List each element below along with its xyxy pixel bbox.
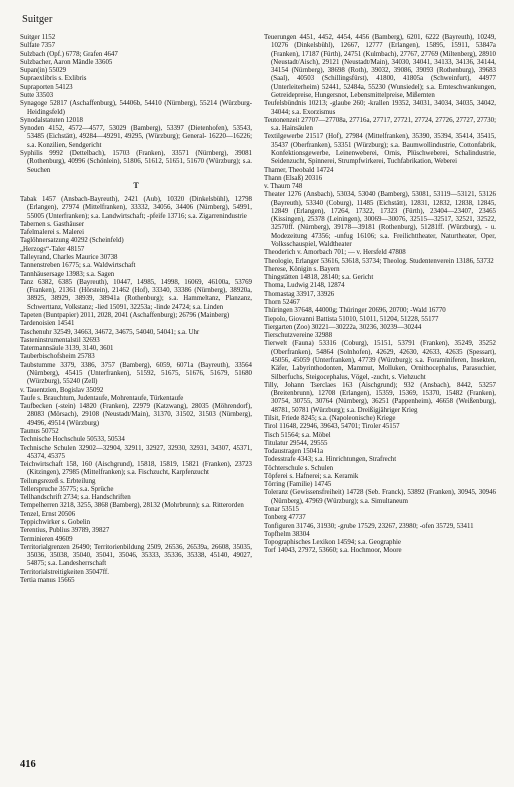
index-entry: Suitger 1152 (20, 34, 56, 41)
index-entry: Taufe s. Brauchtum, Judentaufe, Mohrentaufe, Türkentaufe (20, 394, 184, 402)
index-entry: Thorn 52467 (264, 299, 300, 306)
left-entries-t (20, 196, 252, 585)
index-entry: Todesstrafe 4343; s.a. Hinrichtungen, Strafrecht (264, 456, 397, 464)
page-number: 416 (20, 759, 36, 770)
index-entry: Technische Schulen 32902—32904, 32911, 32927, 32930, 32931, 34307, 45371, 45374, 45375 (20, 444, 252, 460)
index-entry: Sulzbach (Opf.) 6778; Grafen 4647 (20, 50, 118, 58)
index-entry: Synoden 4152, 4572—4577, 53029 (Bamberg), 53397 (Dietenhofen), 53543, 53485 (Eichstätt), 49284—49291, 49295, (Würzburg); General- 16220—16226; s.a. Konzilien, Sendgericht (20, 125, 252, 149)
index-entry: v. Thaurn 748 (264, 183, 303, 191)
index-entry: Theologie, Erlanger 53616, 53618, 53734; Theolog. Studentenverein 13186, 53732 (264, 257, 494, 265)
index-entry: Territorialstreitigkeiten 35047ff. (20, 568, 109, 576)
index-entry: Thamer, Theobald 14724 (264, 166, 334, 174)
index-entry: Synagoge 52817 (Aschaffenburg), 54406b, 54410 (Nürnberg), 55214 (Würzburg-Heidingsfeld) (20, 100, 252, 116)
index-entry: Taunus 50752 (20, 427, 59, 435)
index-entry: Taufbecken (-stein) 14820 (Franken), 22979 (Katzwang), 28035 (Möhrendorf), 28083 (Mörsach), 29108 (Neustadt/Main), 31370, 31502, 31503 (Nürnberg), 49496, 49514 (Würzburg) (20, 403, 252, 427)
index-entry: Toleranz (Gewissensfreiheit) 14728 (Seb. Franck), 53892 (Franken), 30945, 30946 (Nürnberg), 47969 (Würzburg); s.a. Simultaneum (264, 489, 496, 505)
index-entry: Tasteninstrumentalstil 32693 (20, 336, 100, 344)
index-entry: Tatermannsäule 3139, 3140, 3601 (20, 345, 114, 353)
index-entry: Tardenoisien 14541 (20, 320, 75, 328)
index-entry: Terminieren 49609 (20, 535, 73, 543)
index-entry: Tannenstreben 16775; s.a. Waldwirtschaft (20, 262, 136, 270)
index-entry: Tierschutzvereine 32988 (264, 332, 333, 340)
section-letter: T (133, 180, 139, 190)
index-entry: Tilly, Johann Tserclaes 163 (Aischgrund); 932 (Ansbach), 8442, 53257 (Breitenbrunn), 12708 (Erlangen), 15359, 15369, 15370, 15482 (Franken), 30754, 30755, 30764 (Nürnberg), 36251 (Pappenheim), 46658 (Weißenburg), 48781, 50781 (Würzburg); s.a. Dreißigjähriger Krieg (264, 381, 496, 414)
index-entry: Synodalstatuten 12018 (20, 116, 83, 124)
index-entry: Topfhelm 38304 (264, 530, 310, 538)
left-column (20, 34, 252, 585)
index-entry: Taglöhnersatzung 40292 (Scheinfeld) (20, 237, 124, 245)
index-entry: Tapeten (Buntpapier) 2011, 2028, 2041 (Aschaffenburg); 26796 (Mainberg) (20, 312, 230, 319)
index-entry: Tilsit, Friede 8245; s.a. (Napoleonische) Kriege (264, 414, 396, 422)
index-entry: Sulfate 7357 (20, 42, 56, 50)
index-entry: Tirol 11648, 22946, 39643, 54701; Tiroler 45157 (264, 423, 400, 431)
index-entry: Therese, Königin s. Bayern (264, 265, 340, 273)
index-entry: Tertia manus 15665 (20, 577, 75, 584)
index-entry: Taschenuhr 32549, 34663, 34672, 34675, 54040, 54041; s.a. Uhr (20, 328, 200, 336)
index-entry: Textilgewerbe 21517 (Hof), 27984 (Mittelfranken), 35390, 35394, 35414, 35415, 35437 (Oberfranken), 53351 (Würzburg); s.a. Baumwollindustrie, Cottonfabrik, Konfektionsgewerbe, Leinenweberei, Ornis, Plüschweberei, Schalindustrie, Seidenzucht, Spinnerei, Strumpfwirkerei, Tuchfabrikation, Weberei (264, 133, 496, 166)
index-entry: Thüringen 37648, 44000g; Thüringer 20696, 20700; -Wald 16770 (264, 307, 446, 315)
index-entry: Tabernen s. Gasthäuser (20, 220, 84, 228)
index-entry: Tiergarten (Zoo) 30221—30222a, 30236, 30239—30244 (264, 323, 422, 331)
index-entry: Tauberbischofsheim 25783 (20, 353, 95, 361)
right-column (264, 34, 496, 556)
index-entry: Teichwirtschaft 158, 160 (Aischgrund), 15818, 15819, 15821 (Franken), 23723 (Kitzingen), 27985 (Mittelfranken); s.a. Fischzucht, Karpfenzucht (20, 461, 252, 477)
index-entry: Tannhäusersage 13983; s.a. Sagen (20, 270, 115, 278)
index-entry: Torf 14043, 27972, 53660; s.a. Hochmoor, Moore (264, 547, 402, 555)
index-entry: Tellhandschrift 2734; s.a. Handschriften (20, 494, 131, 502)
index-entry: Theater 1276 (Ansbach), 53034, 53040 (Bamberg), 53081, 53119—53121, 53126 (Bayreuth), 53340 (Coburg), 11485 (Eichstätt), 12831, 12832, 12838, 12845, 12849 (Erlangen), 17264, 17322, 17323 (Fürth), 23404—23407, 23465 (Kissingen), 25378 (Leiningen), 30069—30076, 32515—32517, 32521, 32522, 32570ff. (Nürnberg), 39178—39181 (Rothenburg), 51281ff. (Würzburg), - u. Modezeitung 47356; -unfug 16106; s.a. Freilichttheater, Naturtheater, Oper, Volksschauspiel, Waldtheater (264, 191, 496, 249)
index-entry: Tonfiguren 31746, 31930; -grube 17529, 23267, 23980; -ofen 35729, 53411 (264, 522, 474, 530)
index-entry: Todaustragen 15041a (264, 448, 324, 456)
index-entry: Tonar 53515 (264, 506, 299, 514)
index-entry: Thoma, Ludwig 2148, 12874 (264, 282, 345, 290)
index-entry: Tiepolo, Giovanni Battista 51010, 51011, 51204, 51228, 55177 (264, 315, 439, 323)
index-entry: Territorialgrenzen 26490; Territorienbildung 2509, 26536, 26539a, 26608, 35035, 35036, 35038, 35040, 35041, 35046, 35333, 35336, 35338, 45140, 49027, 54875; s.a. Landesherrschaft (20, 543, 252, 568)
index-entry: Supraexlibris s. Exlibris (20, 75, 87, 83)
left-entries-s (20, 34, 252, 175)
index-entry: Theoderich v. Amorbach 701; — v. Hersfeld 47808 (264, 249, 406, 257)
index-entry: Tabak 1457 (Ansbach-Bayreuth), 2421 (Aub), 10320 (Dinkelsbühl), 12798 (Erlangen), 27974 (Mittelfranken), 33332, 34056, 34406 (Nürnberg), 54991, 55005 (Unterfranken); s.a. Landwirtschaft; -pfeife 13716; s.a. Zigarrenindustrie (20, 196, 252, 220)
index-entry: Thann (Elsaß) 20316 (264, 174, 323, 182)
index-entry: Teufelsbündnis 10213; -glaube 260; -krallen 19352, 34031, 34034, 34035, 34042, 34044; s.a. Exorzismus (264, 100, 496, 116)
index-entry: Teuerungen 4451, 4452, 4454, 4456 (Bamberg), 6201, 6222 (Bayreuth), 10249, 10276 (Dinkelsbühl), 12667, 12777 (Erlangen), 15895, 15911, 53847a (Franken), 17187 (Fürth), 24751 (Kulmbach), 27767, 27769 (Miltenberg), 28910 (Neustadt/Aisch), 29121 (Neustadt/Main), 34030, 34041, 34133, 34136, 34144, 34154 (Nürnberg), 38698 (Roth), 39032, 39086, 39093 (Rothenburg), 39683 (Saal), 40503 (Schillingsfürst), 41800, 41805a (Schweinfurt), 44977 (Unterleiterheim) 52441, 52484a, 55230 (Wunsiedel); s.a. Ernteschwankungen, Getreidepreise, Hungersnot, Lebensmittelpreise, Mißernten (264, 34, 496, 99)
index-entry: Talleyrand, Charles Maurice 30738 (20, 254, 118, 262)
index-entry: Terentius, Publius 39789, 39827 (20, 527, 110, 535)
index-entry: Syphilis 9992 (Dettelbach), 15703 (Franken), 33571 (Nürnberg), 39081 (Rothenburg), 40996 (Schönlein), 51806, 51612, 51651, 51670 (Würzburg); s.a. Seuchen (20, 149, 252, 174)
index-entry: Sutte 33503 (20, 91, 54, 99)
index-entry: Supan(in) 55029 (20, 67, 67, 75)
index-entry: Taubstumme 3379, 3386, 3757 (Bamberg), 6059, 6071a (Bayreuth), 33564 (Nürnberg), 45415 (Unterfranken), 51592, 51675, 51676, 51679, 51680 (Würzburg), 55240 (Zell) (20, 361, 252, 386)
index-entry: Technische Hochschule 50533, 50534 (20, 436, 125, 444)
index-entry: Tenzel, Ernst 20506 (20, 510, 76, 518)
index-entry: Thingstätten 14818, 28140; s.a. Gericht (264, 274, 374, 282)
index-entry: Teutonenzeit 27707—27708a, 27716a, 27717, 27721, 27724, 27726, 27727, 27730; s.a. Hainsäulen (264, 116, 496, 133)
index-entry: Teilungsrezeß s. Erbteilung (20, 477, 96, 485)
index-entry: Töpferei s. Hafnerei; s.a. Keramik (264, 472, 359, 480)
index-entry: Tellerspruche 35775; s.a. Sprüche (20, 485, 114, 493)
index-entry: Töchterschule s. Schulen (264, 464, 334, 472)
index-entry: Thomastag 33917, 33926 (264, 290, 335, 298)
index-entry: Teppichwirker s. Gobelin (20, 519, 91, 527)
index-entry: Tafelmalerei s. Malerei (20, 229, 84, 237)
index-entry: Tempelherren 3218, 3255, 3868 (Bamberg), 28132 (Mohrbrunn); s.a. Ritterorden (20, 502, 244, 510)
index-entry: Supraporten 54123 (20, 83, 73, 91)
right-entries (264, 34, 496, 556)
index-entry: Topographisches Lexikon 14594; s.a. Geographie (264, 539, 401, 547)
index-entry: Tonberg 47737 (264, 514, 306, 522)
index-entry: Törring (Familie) 14745 (264, 481, 332, 489)
index-entry: Titulatur 29544, 29555 (264, 439, 328, 447)
running-head: Suitger (22, 14, 53, 25)
index-entry: v. Tauentzien, Bogislav 35092 (20, 386, 104, 394)
index-entry: Tanz 6382, 6385 (Bayreuth), 10447, 14985, 14998, 16069, 46100a, 53769 (Franken), 21361 (Hörstein), 21462 (Hof), 33340, 33386 (Nürnberg), 38920a, 38925, 38929, 38939, 38941a (Rothenburg); s.a. Hammeltanz, Planzanz, Schwerttanz, Volkstanz; -lied 15091, 32253a; -linde 24724; s.a. Linden (20, 278, 252, 311)
index-entry: „Herzogs“-Taler 48157 (20, 245, 85, 253)
index-entry: Tierwelt (Fauna) 53316 (Coburg), 15151, 53791 (Franken), 35249, 35252 (Oberfranken), 54864 (Solnhofen), 42629, 42630, 42633, 42635 (Spessart), 45056, 45059 (Unterfranken), 47739 (Würzburg); s.a. Foraminiferen, Insekten, Käfer, Labyrinthodonten, Mammut, Molluken, Ornithocephalus, Parasuchier, Silberfuchs, Steigocephalus, Vögel, -zucht, s. Viehzucht (264, 340, 496, 381)
index-entry: Sulzbacher, Aaron Mändle 33605 (20, 58, 113, 66)
index-entry: Tisch 51564; s.a. Möbel (264, 431, 331, 439)
